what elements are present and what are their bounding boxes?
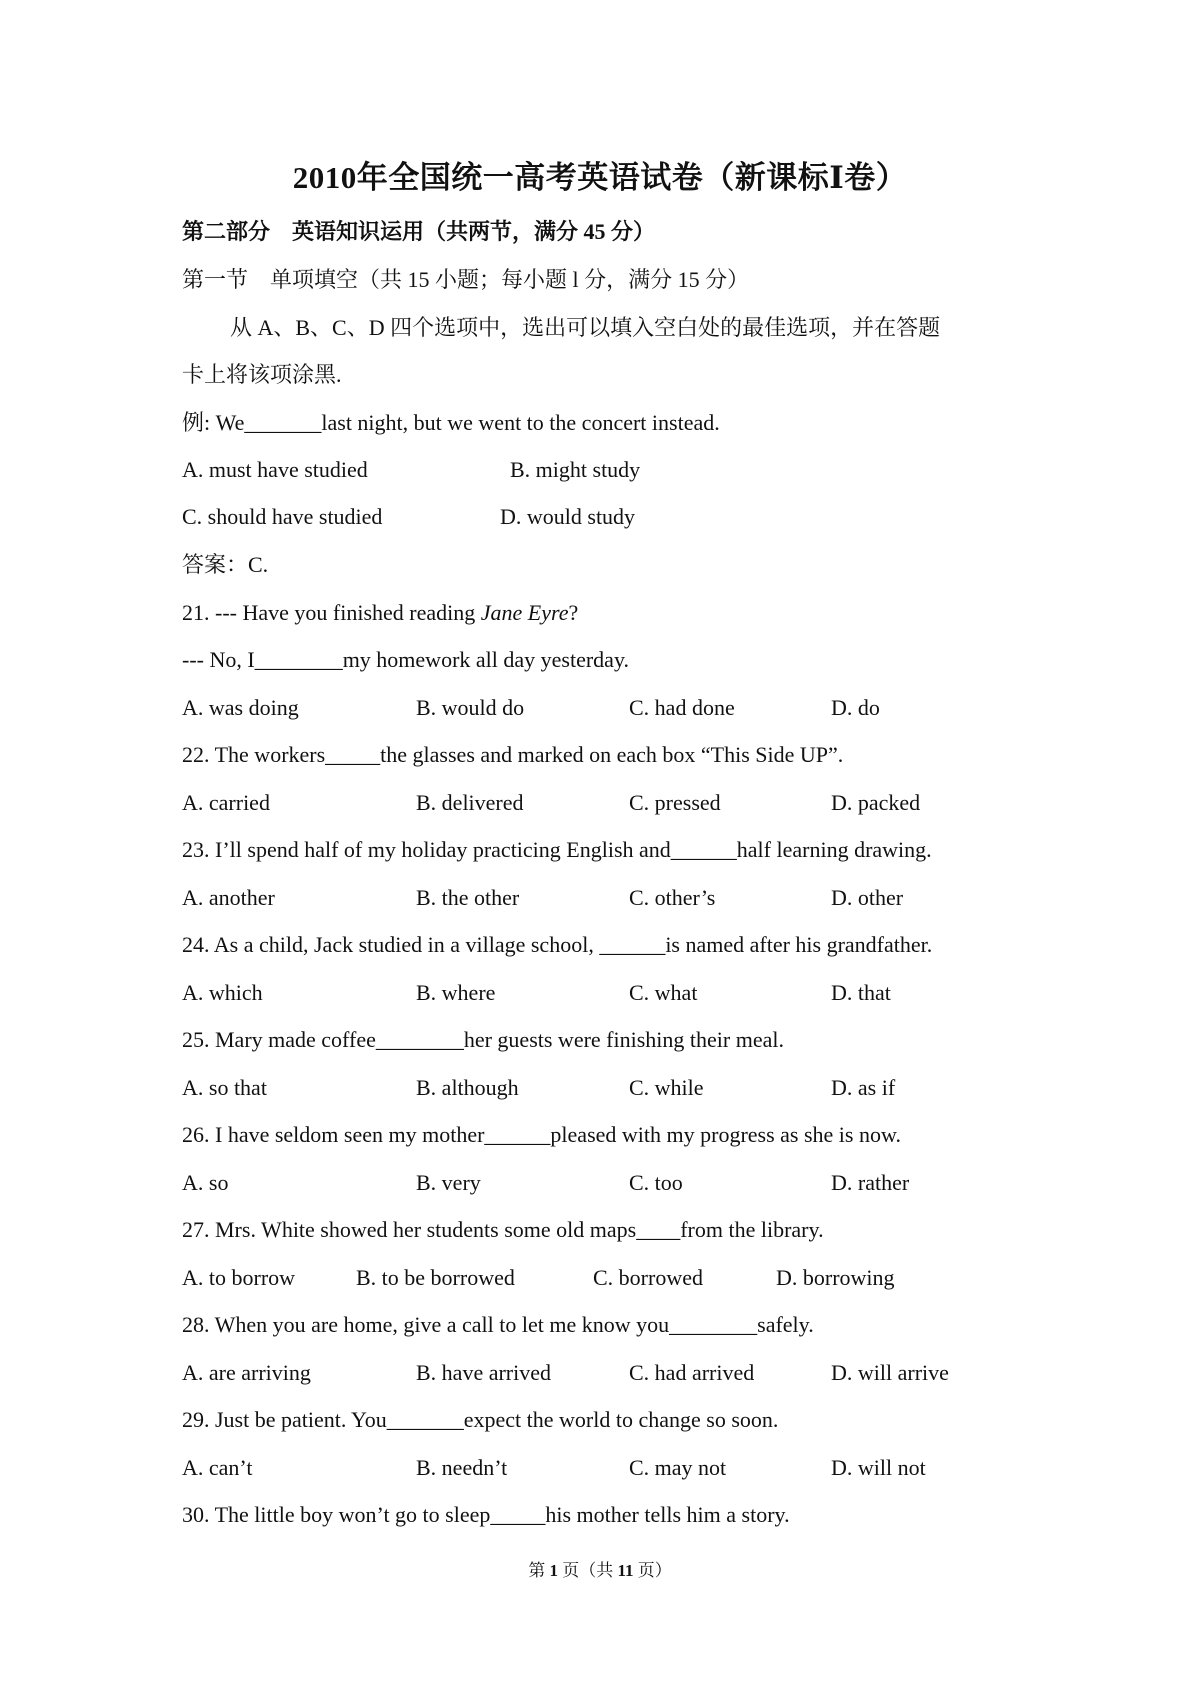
question-26-option-a: A. so: [182, 1170, 229, 1195]
question-22-option-b: B. delivered: [416, 790, 524, 815]
question-28-option-d: D. will arrive: [831, 1360, 949, 1385]
footer-suffix: 页）: [633, 1561, 672, 1580]
question-26-option-b: B. very: [416, 1170, 481, 1195]
footer-page-number: 1: [549, 1561, 558, 1580]
question-23-option-a: A. another: [182, 885, 275, 910]
question-28-option-a: A. are arriving: [182, 1360, 311, 1385]
footer-middle: 页（共: [557, 1561, 618, 1580]
question-29-option-c: C. may not: [629, 1455, 727, 1480]
question-22-stem: 22. The workers_____the glasses and marked on each box “This Side UP”.: [182, 742, 844, 767]
question-28-option-b: B. have arrived: [416, 1360, 551, 1385]
section-heading: 第一节 单项填空（共 15 小题；每小题 l 分，满分 15 分）: [182, 267, 750, 292]
question-25-option-d: D. as if: [831, 1075, 896, 1100]
question-24-option-b: B. where: [416, 980, 496, 1005]
question-27-option-c: C. borrowed: [593, 1265, 703, 1290]
instructions-line-2: 卡上将该项涂黑.: [182, 362, 342, 387]
page-title: 2010年全国统一高考英语试卷（新课标Ⅰ卷）: [292, 160, 908, 195]
question-21-stem: [182, 599, 578, 627]
question-22-option-c: C. pressed: [629, 790, 721, 815]
instructions-line-1: 从 A、B、C、D 四个选项中，选出可以填入空白处的最佳选项，并在答题: [230, 315, 941, 340]
question-27-option-a: A. to borrow: [182, 1265, 296, 1290]
example-option-a: A. must have studied: [182, 457, 368, 482]
question-28-option-c: C. had arrived: [629, 1360, 755, 1385]
question-24-option-c: C. what: [629, 980, 698, 1005]
question-25-stem: 25. Mary made coffee________her guests were finishing their meal.: [182, 1027, 784, 1052]
example-option-b: B. might study: [510, 457, 641, 482]
question-23-option-d: D. other: [831, 885, 904, 910]
question-28-stem: 28. When you are home, give a call to let me know you________safely.: [182, 1312, 814, 1337]
question-21-stem-pre: 21. --- Have you finished reading: [182, 600, 481, 625]
question-29-option-a: A. can’t: [182, 1455, 253, 1480]
footer-prefix: 第: [528, 1561, 550, 1580]
example-option-d: D. would study: [500, 504, 636, 529]
question-29-option-b: B. needn’t: [416, 1455, 508, 1480]
question-23-stem: 23. I’ll spend half of my holiday practicing English and______half learning drawing.: [182, 837, 932, 862]
question-24-option-a: A. which: [182, 980, 263, 1005]
question-21-stem-post: ?: [568, 600, 579, 625]
question-21-book-title: Jane Eyre: [480, 600, 569, 625]
question-22-option-d: D. packed: [831, 790, 921, 815]
question-30-stem: 30. The little boy won’t go to sleep_____his mother tells him a story.: [182, 1502, 790, 1527]
question-21-option-c: C. had done: [629, 695, 735, 720]
question-29-stem: 29. Just be patient. You_______expect the world to change so soon.: [182, 1407, 779, 1432]
question-21-option-b: B. would do: [416, 695, 525, 720]
question-21-stem-line-2: --- No, I________my homework all day yesterday.: [182, 647, 630, 672]
question-29-option-d: D. will not: [831, 1455, 926, 1480]
question-25-option-a: A. so that: [182, 1075, 267, 1100]
question-24-stem: 24. As a child, Jack studied in a village school, ______is named after his grandfather.: [182, 932, 933, 957]
question-21-option-a: A. was doing: [182, 695, 299, 720]
question-25-option-c: C. while: [629, 1075, 704, 1100]
question-22-option-a: A. carried: [182, 790, 270, 815]
question-24-option-d: D. that: [831, 980, 891, 1005]
example-answer: 答案：C.: [182, 552, 269, 577]
question-27-option-d: D. borrowing: [776, 1265, 895, 1290]
question-27-stem: 27. Mrs. White showed her students some old maps____from the library.: [182, 1217, 824, 1242]
example-stem: 例: We_______last night, but we went to the concert instead.: [182, 410, 720, 435]
question-25-option-b: B. although: [416, 1075, 519, 1100]
question-21-option-d: D. do: [831, 695, 880, 720]
part-heading: 第二部分 英语知识运用（共两节，满分 45 分）: [182, 219, 656, 244]
question-23-option-c: C. other’s: [629, 885, 716, 910]
question-26-option-c: C. too: [629, 1170, 683, 1195]
footer-total-pages: 11: [617, 1561, 634, 1580]
question-26-stem: 26. I have seldom seen my mother______pleased with my progress as she is now.: [182, 1122, 901, 1147]
example-option-c: C. should have studied: [182, 504, 383, 529]
question-27-option-b: B. to be borrowed: [356, 1265, 515, 1290]
page-footer: [0, 1556, 1200, 1581]
question-23-option-b: B. the other: [416, 885, 520, 910]
question-26-option-d: D. rather: [831, 1170, 910, 1195]
